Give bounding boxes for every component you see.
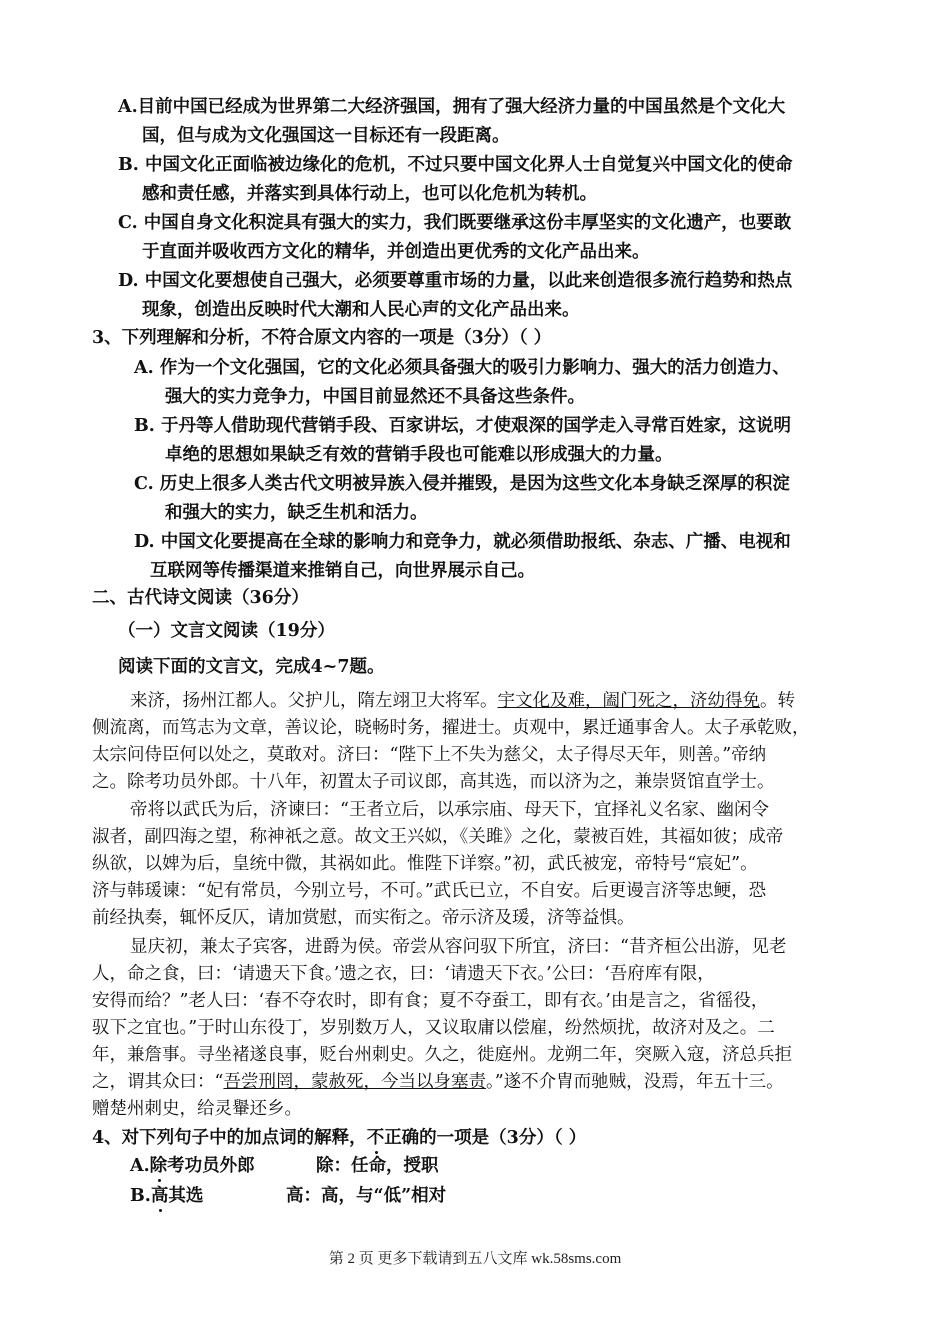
passage-p3-line4: 驭下之宜也。”于时山东役丁，岁别数万人，又议取庸以偿雇，纷然烦扰，故济对及之。二 [92,1018,775,1038]
passage-text: 来济，扬州江都人。父护儿，隋左翊卫大将军。 [130,691,498,711]
passage-p3-line5: 年，兼詹事。寻坐褚遂良事，贬台州刺史。久之，徙庭州。龙朔二年，突厥入寇，济总兵拒 [92,1045,792,1065]
q4-option-a-label: A. [130,1156,150,1176]
underlined-sentence-2: 吾尝刑罔，蒙赦死，今当以身塞责 [223,1072,486,1092]
q4-option-b-sentence: 其选 [168,1186,204,1206]
q4-option-b-gloss: 高：高，与“低”相对 [286,1186,447,1206]
q3-option-a-line2: 强大的实力竞争力，中国目前显然还不具备这些条件。 [165,387,585,407]
emphasis-dot-char: 除 [149,1156,168,1176]
passage-text: 之，谓其众曰：“ [92,1072,224,1092]
emphasis-dot-char: 高 [150,1186,169,1206]
passage-p2-line2: 淑者，副四海之望，称神祇之意。故文王兴姒，《关雎》之化，蒙被百姓，其福如彼；成帝 [92,827,784,847]
section-heading: 二、古代诗文阅读（36分） [92,588,309,608]
q2-option-a-line1: A.目前中国已经成为世界第二大经济强国，拥有了强大经济力量的中国虽然是个文化大 [118,97,786,117]
q3-option-b-line2: 卓绝的思想如果缺乏有效的营销手段也可能难以形成强大的力量。 [165,445,673,465]
passage-p3-line2: 人，命之食，曰：‘请遗天下食。’遗之衣，曰：‘请遗天下衣。’公曰：‘吾府库有限， [92,964,715,984]
passage-p3-line6 [92,1069,784,1095]
passage-p2-line4: 济与韩瑗谏：“妃有常员，今别立号，不可。”武氏已立，不自安。后更谩言济等忠鲠，恐 [92,881,767,901]
passage-text: 。转 [760,691,795,711]
q2-option-c-line2: 于直面并吸收西方文化的精华，并创造出更优秀的文化产品出来。 [142,242,650,262]
q3-stem: 3、下列理解和分析，不符合原文内容的一项是（3分）（ ） [92,328,552,348]
q4-stem-text: 正确的一项是（3分）（ ） [384,1128,587,1148]
passage-p3-line7: 赠楚州刺史，给灵轝还乡。 [92,1099,302,1119]
q3-option-d-line1: D. 中国文化要提高在全球的影响力和竞争力，就必须借助报纸、杂志、广播、电视和 [134,532,791,552]
passage-p3-line1: 显庆初，兼太子宾客，进爵为侯。帝尝从容问驭下所宜，济曰：“昔齐桓公出游，见老 [130,937,787,957]
passage-p2-line5: 前经执奏，辄怀反仄，请加赏慰，而实衔之。帝示济及瑗，济等益惧。 [92,908,635,928]
passage-p1-line3: 太宗问侍臣何以处之，莫敢对。济曰：“陛下上不失为慈父，太子得尽天年，则善。”帝纳 [92,745,767,765]
passage-p1-line2: 侧流离，而笃志为文章，善议论，晓畅时务，擢进士。贞观中，累迁通事舍人。太子承乾败， [92,718,810,738]
passage-p1-line1 [130,688,795,714]
subsection-heading: （一）文言文阅读（19分） [118,621,335,641]
q4-stem [92,1125,586,1151]
q3-option-c-line1: C. 历史上很多人类古代文明被异族入侵并摧毁，是因为这些文化本身缺乏深厚的积淀 [134,474,790,494]
q4-stem-text: 4、对下列句子中的加点词的解释， [92,1128,367,1148]
page-footer: 第 2 页 更多下载请到五八文库 wk.58sms.com [328,1251,622,1267]
passage-p2-line1: 帝将以武氏为后，济谏曰：“王者立后，以承宗庙、母天下，宜择礼义名家、幽闲令 [130,800,769,820]
emphasis-dot-char: 不 [366,1128,385,1148]
passage-p1-line4: 之。除考功员外郎。十八年，初置太子司议郎，高其选，而以济为之，兼崇贤馆直学士。 [92,772,775,792]
q2-option-b-line2: 感和责任感，并落实到具体行动上，也可以化危机为转机。 [142,184,597,204]
q2-option-d-line1: D. 中国文化要想使自己强大，必须要尊重市场的力量，以此来创造很多流行趋势和热点 [118,271,793,291]
passage-p2-line3: 纵欲，以婢为后，皇统中微，其祸如此。惟陛下详察。”初，武氏被宠，帝特号“宸妃”。 [92,854,758,874]
q3-option-a-line1: A. 作为一个文化强国，它的文化必须具备强大的吸引力影响力、强大的活力创造力、 [134,358,790,378]
q4-option-a [130,1153,255,1179]
q3-option-b-line1: B. 于丹等人借助现代营销手段、百家讲坛，才使艰深的国学走入寻常百姓家，这说明 [134,416,791,436]
q3-option-c-line2: 和强大的实力，缺乏生机和活力。 [165,503,428,523]
q2-option-b-line1: B. 中国文化正面临被边缘化的危机，不过只要中国文化界人士自觉复兴中国文化的使命 [118,155,793,175]
passage-p3-line3: 安得而给？”老人曰：‘春不夺农时，即有食；夏不夺蚕工，即有衣。’由是言之，省徭役， [92,991,769,1011]
q2-option-c-line1: C. 中国自身文化积淀具有强大的实力，我们既要继承这份丰厚坚实的文化遗产，也要敢 [118,213,792,233]
q3-option-d-line2: 互联网等传播渠道来推销自己，向世界展示自己。 [150,561,535,581]
q4-option-b [130,1183,203,1209]
q2-option-a-line2: 国，但与成为文化强国这一目标还有一段距离。 [142,126,510,146]
q4-option-a-gloss: 除：任命，授职 [316,1156,439,1176]
q4-option-a-sentence: 考功员外郎 [167,1156,255,1176]
reading-instruction: 阅读下面的文言文，完成4~7题。 [118,657,385,677]
passage-text: 。”遂不介胄而驰贼，没焉，年五十三。 [485,1072,784,1092]
underlined-sentence-1: 宇文化及难，阖门死之，济幼得免 [497,691,760,711]
q2-option-d-line2: 现象，创造出反映时代大潮和人民心声的文化产品出来。 [142,300,580,320]
q4-option-b-label: B. [130,1186,151,1206]
